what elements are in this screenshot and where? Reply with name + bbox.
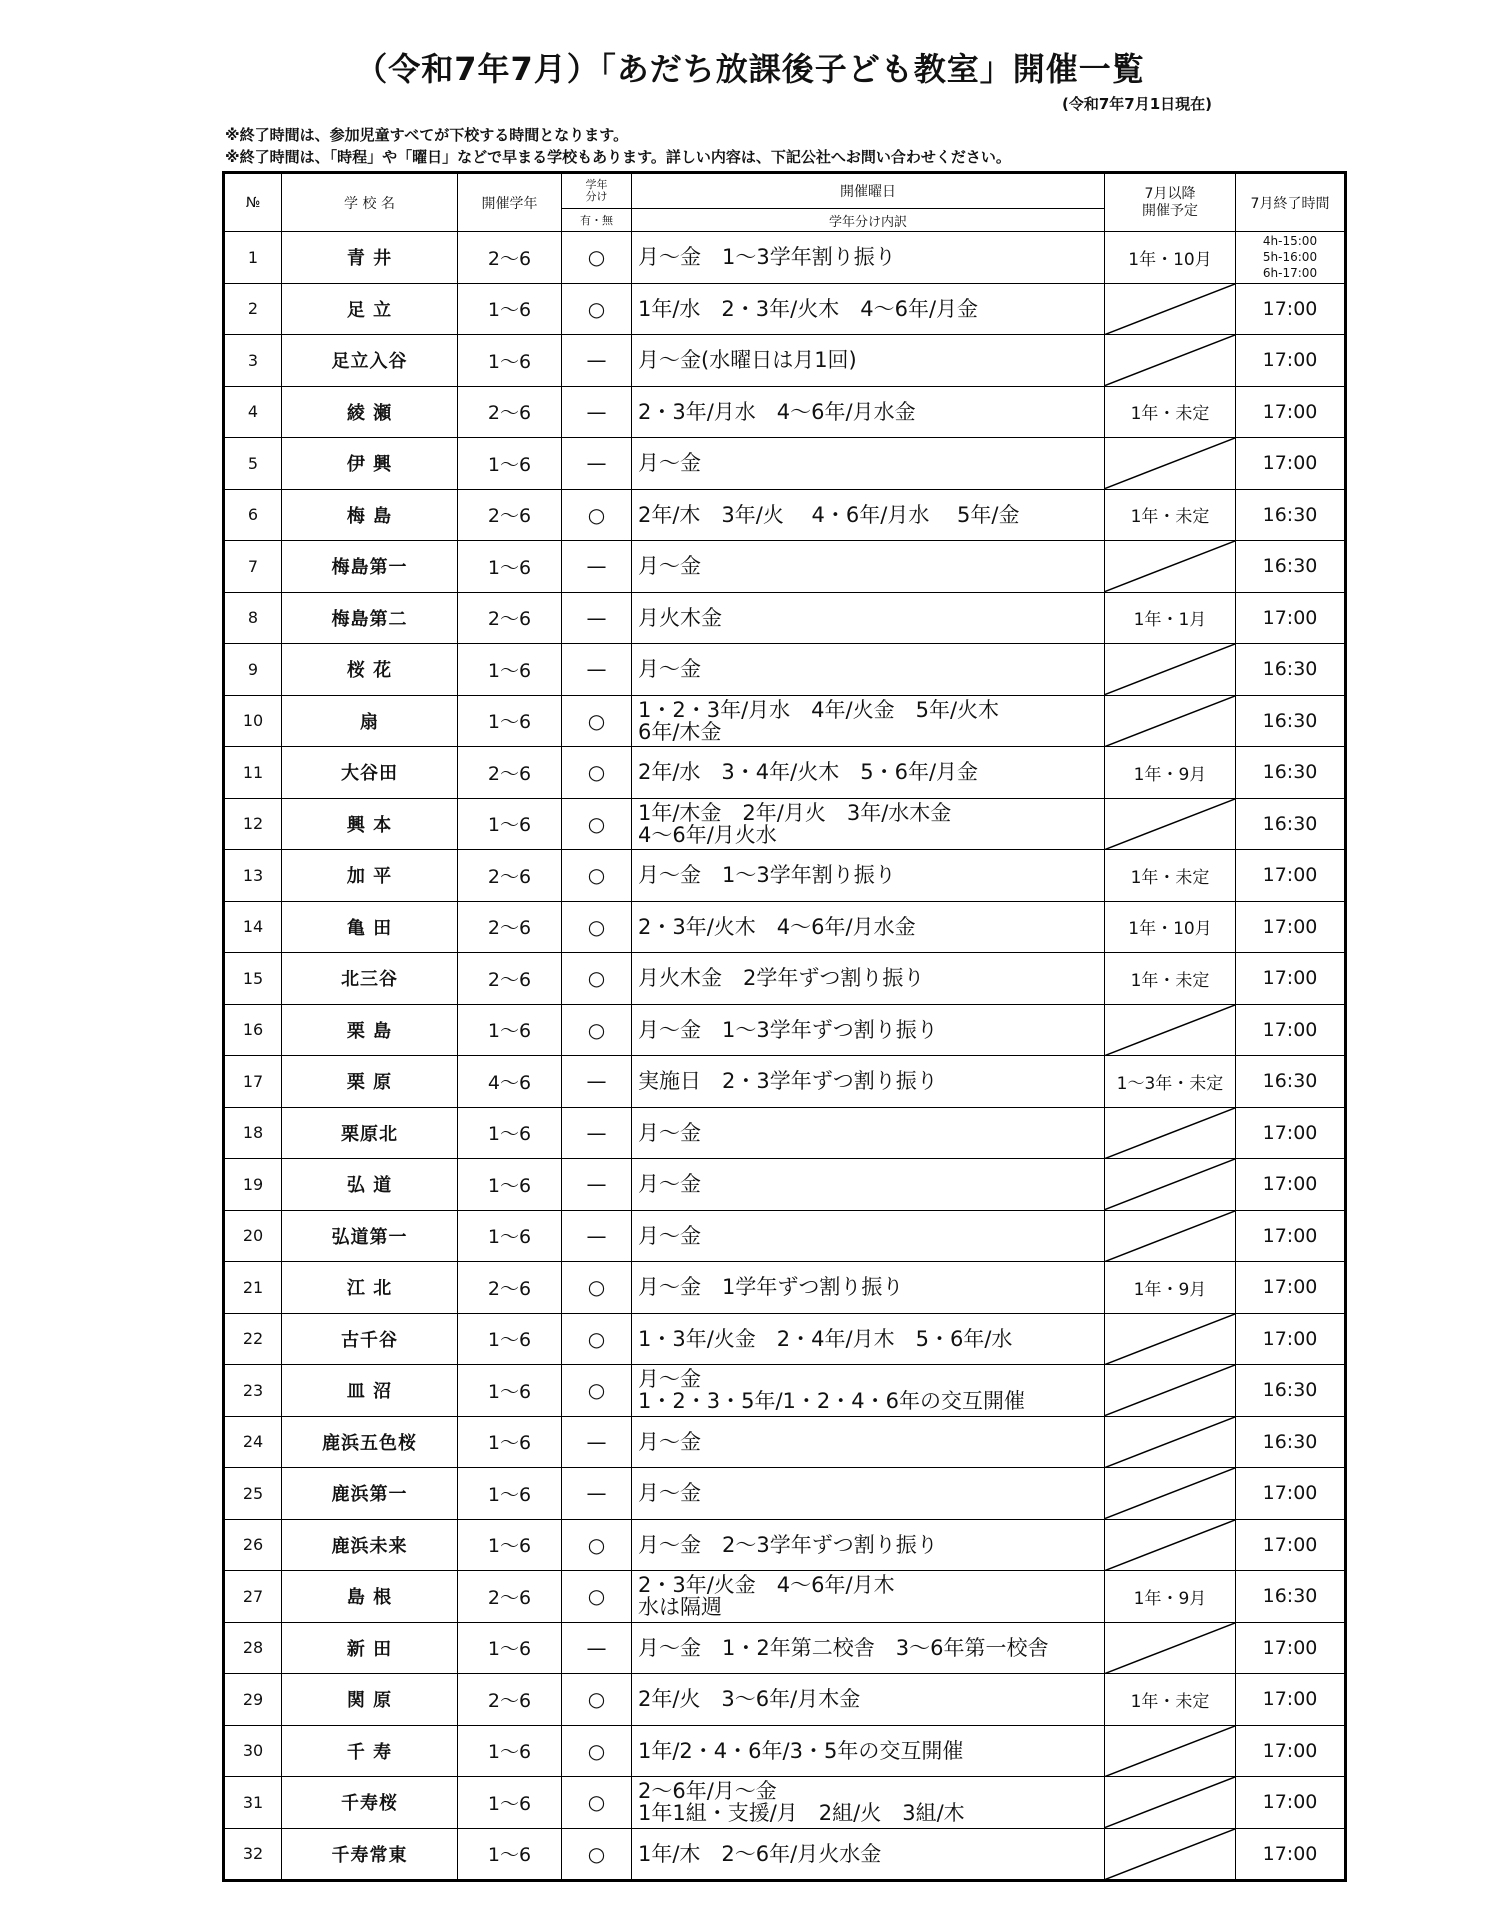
end-time: 17:00: [1236, 1622, 1346, 1674]
row-number: 15: [224, 953, 282, 1005]
row-number: 3: [224, 335, 282, 387]
slash-mark: [1105, 1314, 1235, 1365]
plan-cell: [1105, 798, 1236, 850]
end-time: 17:00: [1236, 1674, 1346, 1726]
end-time: 4h-15:00 5h-16:00 6h-17:00: [1236, 232, 1346, 284]
grades-cell: 2～6: [458, 747, 562, 799]
end-time: 17:00: [1236, 850, 1346, 902]
days-detail: 1年/木金 2年/月火 3年/水木金 4～6年/月火水: [632, 798, 1105, 850]
division-mark: ○: [562, 747, 632, 799]
end-time: 17:00: [1236, 1262, 1346, 1314]
school-name: 大谷田: [282, 747, 458, 799]
plan-cell: [1105, 1519, 1236, 1571]
days-detail: 2・3年/火木 4～6年/月水金: [632, 901, 1105, 953]
plan-cell: 1年・未定: [1105, 1674, 1236, 1726]
row-number: 17: [224, 1056, 282, 1108]
row-number: 5: [224, 438, 282, 490]
school-name: 新 田: [282, 1622, 458, 1674]
slash-mark: [1105, 799, 1235, 850]
end-time: 17:00: [1236, 335, 1346, 387]
slash-mark: [1105, 1468, 1235, 1519]
grades-cell: 2～6: [458, 1571, 562, 1623]
end-time: 16:30: [1236, 1571, 1346, 1623]
division-mark: ○: [562, 1262, 632, 1314]
slash-mark: [1105, 1417, 1235, 1468]
school-name: 綾 瀬: [282, 386, 458, 438]
division-mark: ○: [562, 283, 632, 335]
days-detail: 実施日 2・3学年ずつ割り振り: [632, 1056, 1105, 1108]
table-row: [224, 1056, 1346, 1108]
slash-mark: [1105, 1005, 1235, 1056]
table-row: [224, 1313, 1346, 1365]
grades-cell: 1～6: [458, 798, 562, 850]
grades-cell: 2～6: [458, 1262, 562, 1314]
plan-cell: [1105, 1365, 1236, 1417]
grades-cell: 2～6: [458, 953, 562, 1005]
plan-cell: 1～3年・未定: [1105, 1056, 1236, 1108]
division-mark: ○: [562, 1828, 632, 1881]
grades-cell: 1～6: [458, 1622, 562, 1674]
grades-cell: 1～6: [458, 438, 562, 490]
end-time: 17:00: [1236, 438, 1346, 490]
row-number: 6: [224, 489, 282, 541]
division-mark: ○: [562, 489, 632, 541]
slash-mark: [1105, 1211, 1235, 1262]
school-name: 伊 興: [282, 438, 458, 490]
school-name: 亀 田: [282, 901, 458, 953]
slash-mark: [1105, 1777, 1235, 1828]
division-mark: —: [562, 335, 632, 387]
grades-cell: 2～6: [458, 901, 562, 953]
school-name: 梅島第二: [282, 592, 458, 644]
table-row: [224, 850, 1346, 902]
school-name: 古千谷: [282, 1313, 458, 1365]
table-row: [224, 232, 1346, 284]
days-detail: 2年/木 3年/火 4・6年/月水 5年/金: [632, 489, 1105, 541]
days-detail: 1年/木 2～6年/月火水金: [632, 1828, 1105, 1881]
row-number: 31: [224, 1777, 282, 1829]
days-detail: 月～金: [632, 1468, 1105, 1520]
row-number: 9: [224, 644, 282, 696]
end-time: 17:00: [1236, 901, 1346, 953]
end-time: 17:00: [1236, 592, 1346, 644]
end-time: 16:30: [1236, 1365, 1346, 1417]
school-name: 足立入谷: [282, 335, 458, 387]
row-number: 4: [224, 386, 282, 438]
division-mark: —: [562, 1159, 632, 1211]
plan-cell: 1年・未定: [1105, 850, 1236, 902]
grades-cell: 1～6: [458, 1159, 562, 1211]
division-mark: —: [562, 386, 632, 438]
grades-cell: 1～6: [458, 1519, 562, 1571]
end-time: 17:00: [1236, 386, 1346, 438]
division-mark: —: [562, 1416, 632, 1468]
plan-cell: [1105, 1004, 1236, 1056]
division-mark: ○: [562, 1365, 632, 1417]
table-row: [224, 1262, 1346, 1314]
end-time: 17:00: [1236, 1004, 1346, 1056]
table-row: [224, 1571, 1346, 1623]
slash-mark: [1105, 644, 1235, 695]
end-time: 16:30: [1236, 1416, 1346, 1468]
table-row: [224, 953, 1346, 1005]
division-mark: ○: [562, 1571, 632, 1623]
table-row: [224, 1777, 1346, 1829]
slash-mark: [1105, 1520, 1235, 1571]
note-1: ※終了時間は、参加児童すべてが下校する時間となります。: [225, 126, 629, 144]
grades-cell: 1～6: [458, 335, 562, 387]
days-detail: 月～金: [632, 1416, 1105, 1468]
school-name: 千 寿: [282, 1725, 458, 1777]
table-row: [224, 283, 1346, 335]
header-division: 学年 分け: [562, 173, 632, 209]
school-name: 鹿浜第一: [282, 1468, 458, 1520]
school-name: 弘 道: [282, 1159, 458, 1211]
end-time: 17:00: [1236, 1313, 1346, 1365]
grades-cell: 2～6: [458, 592, 562, 644]
days-detail: 月～金 1～3学年ずつ割り振り: [632, 1004, 1105, 1056]
row-number: 10: [224, 695, 282, 747]
division-mark: ○: [562, 1313, 632, 1365]
table-row: [224, 747, 1346, 799]
days-detail: 2～6年/月～金 1年1組・支援/月 2組/火 3組/木: [632, 1777, 1105, 1829]
table-row: [224, 798, 1346, 850]
division-mark: —: [562, 592, 632, 644]
end-time: 16:30: [1236, 695, 1346, 747]
header-grades: 開催学年: [458, 173, 562, 232]
days-detail: 月～金 1・2・3・5年/1・2・4・6年の交互開催: [632, 1365, 1105, 1417]
end-time: 16:30: [1236, 747, 1346, 799]
plan-cell: [1105, 1210, 1236, 1262]
days-detail: 月～金: [632, 438, 1105, 490]
school-name: 桜 花: [282, 644, 458, 696]
plan-cell: 1年・未定: [1105, 953, 1236, 1005]
days-detail: 月火木金 2学年ずつ割り振り: [632, 953, 1105, 1005]
days-detail: 月～金 1～3学年割り振り: [632, 850, 1105, 902]
note-2: ※終了時間は、「時程」や「曜日」などで早まる学校もあります。詳しい内容は、下記公社へお問い合わせください。: [225, 148, 1011, 166]
school-name: 皿 沼: [282, 1365, 458, 1417]
school-name: 栗 原: [282, 1056, 458, 1108]
plan-cell: 1年・9月: [1105, 1262, 1236, 1314]
days-detail: 月～金: [632, 1159, 1105, 1211]
school-name: 島 根: [282, 1571, 458, 1623]
table-row: [224, 1828, 1346, 1881]
division-mark: ○: [562, 1725, 632, 1777]
school-name: 弘道第一: [282, 1210, 458, 1262]
header-division-sub: 有・無: [562, 209, 632, 232]
plan-cell: 1年・未定: [1105, 489, 1236, 541]
table-row: [224, 1416, 1346, 1468]
days-detail: 1年/水 2・3年/火木 4～6年/月金: [632, 283, 1105, 335]
header-days-sub: 学年分け内訳: [632, 209, 1105, 232]
row-number: 20: [224, 1210, 282, 1262]
end-time: 17:00: [1236, 1777, 1346, 1829]
row-number: 24: [224, 1416, 282, 1468]
plan-cell: [1105, 541, 1236, 593]
division-mark: —: [562, 1468, 632, 1520]
table-row: [224, 1004, 1346, 1056]
row-number: 27: [224, 1571, 282, 1623]
school-name: 鹿浜未来: [282, 1519, 458, 1571]
grades-cell: 1～6: [458, 695, 562, 747]
end-time: 16:30: [1236, 1056, 1346, 1108]
table-row: [224, 644, 1346, 696]
days-detail: 月～金(水曜日は月1回): [632, 335, 1105, 387]
division-mark: ○: [562, 1674, 632, 1726]
end-time: 17:00: [1236, 953, 1346, 1005]
division-mark: ○: [562, 232, 632, 284]
school-name: 加 平: [282, 850, 458, 902]
plan-cell: [1105, 1468, 1236, 1520]
school-name: 足 立: [282, 283, 458, 335]
row-number: 11: [224, 747, 282, 799]
table-row: [224, 1468, 1346, 1520]
row-number: 30: [224, 1725, 282, 1777]
plan-cell: [1105, 335, 1236, 387]
slash-mark: [1105, 1623, 1235, 1674]
division-mark: —: [562, 1210, 632, 1262]
table-row: [224, 1159, 1346, 1211]
slash-mark: [1105, 335, 1235, 386]
plan-cell: [1105, 1416, 1236, 1468]
end-time: 16:30: [1236, 644, 1346, 696]
school-name: 栗 島: [282, 1004, 458, 1056]
end-time: 16:30: [1236, 798, 1346, 850]
slash-mark: [1105, 1365, 1235, 1416]
grades-cell: 2～6: [458, 489, 562, 541]
plan-cell: 1年・未定: [1105, 386, 1236, 438]
grades-cell: 1～6: [458, 1365, 562, 1417]
slash-mark: [1105, 284, 1235, 335]
division-mark: —: [562, 1056, 632, 1108]
table-row: [224, 1674, 1346, 1726]
grades-cell: 1～6: [458, 1416, 562, 1468]
division-mark: ○: [562, 798, 632, 850]
end-time: 17:00: [1236, 1107, 1346, 1159]
grades-cell: 2～6: [458, 232, 562, 284]
school-name: 千寿桜: [282, 1777, 458, 1829]
division-mark: —: [562, 1622, 632, 1674]
header-end-time: 7月終了時間: [1236, 173, 1346, 232]
grades-cell: 1～6: [458, 1313, 562, 1365]
days-detail: 1・3年/火金 2・4年/月木 5・6年/水: [632, 1313, 1105, 1365]
school-name: 北三谷: [282, 953, 458, 1005]
school-name: 梅 島: [282, 489, 458, 541]
division-mark: —: [562, 438, 632, 490]
header-school: 学 校 名: [282, 173, 458, 232]
table-row: [224, 1365, 1346, 1417]
row-number: 14: [224, 901, 282, 953]
table-row: [224, 489, 1346, 541]
header-plan: 7月以降 開催予定: [1105, 173, 1236, 232]
slash-mark: [1105, 1829, 1235, 1880]
row-number: 21: [224, 1262, 282, 1314]
division-mark: ○: [562, 901, 632, 953]
grades-cell: 1～6: [458, 1725, 562, 1777]
row-number: 7: [224, 541, 282, 593]
school-name: 千寿常東: [282, 1828, 458, 1881]
end-time: 17:00: [1236, 283, 1346, 335]
division-mark: ○: [562, 953, 632, 1005]
plan-cell: 1年・1月: [1105, 592, 1236, 644]
plan-cell: [1105, 1107, 1236, 1159]
days-detail: 月火木金: [632, 592, 1105, 644]
school-name: 扇: [282, 695, 458, 747]
days-detail: 月～金 1～3学年割り振り: [632, 232, 1105, 284]
plan-cell: [1105, 1159, 1236, 1211]
table-row: [224, 335, 1346, 387]
plan-cell: [1105, 1828, 1236, 1881]
plan-cell: 1年・9月: [1105, 747, 1236, 799]
slash-mark: [1105, 541, 1235, 592]
division-mark: ○: [562, 1519, 632, 1571]
row-number: 23: [224, 1365, 282, 1417]
plan-cell: [1105, 1313, 1236, 1365]
grades-cell: 2～6: [458, 1674, 562, 1726]
grades-cell: 1～6: [458, 1210, 562, 1262]
end-time: 17:00: [1236, 1725, 1346, 1777]
as-of-date: (令和7年7月1日現在): [1062, 95, 1213, 113]
days-detail: 2年/火 3～6年/月木金: [632, 1674, 1105, 1726]
division-mark: ○: [562, 1004, 632, 1056]
division-mark: —: [562, 1107, 632, 1159]
school-name: 興 本: [282, 798, 458, 850]
plan-cell: [1105, 438, 1236, 490]
header-days: 開催曜日: [632, 173, 1105, 209]
grades-cell: 1～6: [458, 283, 562, 335]
plan-cell: [1105, 1622, 1236, 1674]
table-row: [224, 901, 1346, 953]
row-number: 12: [224, 798, 282, 850]
row-number: 26: [224, 1519, 282, 1571]
days-detail: 月～金: [632, 541, 1105, 593]
plan-cell: [1105, 283, 1236, 335]
slash-mark: [1105, 438, 1235, 489]
days-detail: 2年/水 3・4年/火木 5・6年/月金: [632, 747, 1105, 799]
days-detail: 月～金: [632, 1210, 1105, 1262]
grades-cell: 1～6: [458, 1468, 562, 1520]
days-detail: 2・3年/月水 4～6年/月水金: [632, 386, 1105, 438]
slash-mark: [1105, 1108, 1235, 1159]
division-mark: ○: [562, 1777, 632, 1829]
plan-cell: [1105, 1725, 1236, 1777]
page-title: （令和7年7月）「あだち放課後子ども教室」開催一覧: [355, 50, 1145, 88]
school-name: 青 井: [282, 232, 458, 284]
row-number: 25: [224, 1468, 282, 1520]
days-detail: 月～金 2～3学年ずつ割り振り: [632, 1519, 1105, 1571]
row-number: 32: [224, 1828, 282, 1881]
row-number: 18: [224, 1107, 282, 1159]
grades-cell: 4～6: [458, 1056, 562, 1108]
school-name: 関 原: [282, 1674, 458, 1726]
days-detail: 月～金 1学年ずつ割り振り: [632, 1262, 1105, 1314]
school-name: 栗原北: [282, 1107, 458, 1159]
school-name: 江 北: [282, 1262, 458, 1314]
row-number: 16: [224, 1004, 282, 1056]
plan-cell: 1年・9月: [1105, 1571, 1236, 1623]
row-number: 28: [224, 1622, 282, 1674]
plan-cell: [1105, 644, 1236, 696]
table-row: [224, 386, 1346, 438]
row-number: 1: [224, 232, 282, 284]
grades-cell: 1～6: [458, 1004, 562, 1056]
end-time: 16:30: [1236, 541, 1346, 593]
grades-cell: 1～6: [458, 541, 562, 593]
slash-mark: [1105, 1726, 1235, 1777]
days-detail: 2・3年/火金 4～6年/月木 水は隔週: [632, 1571, 1105, 1623]
days-detail: 月～金: [632, 644, 1105, 696]
slash-mark: [1105, 1159, 1235, 1210]
division-mark: —: [562, 541, 632, 593]
table-row: [224, 1107, 1346, 1159]
school-name: 鹿浜五色桜: [282, 1416, 458, 1468]
schedule-table: [222, 171, 1347, 1882]
row-number: 8: [224, 592, 282, 644]
end-time: 17:00: [1236, 1468, 1346, 1520]
grades-cell: 1～6: [458, 644, 562, 696]
school-name: 梅島第一: [282, 541, 458, 593]
division-mark: ○: [562, 695, 632, 747]
days-detail: 1年/2・4・6年/3・5年の交互開催: [632, 1725, 1105, 1777]
table-row: [224, 541, 1346, 593]
row-number: 19: [224, 1159, 282, 1211]
table-row: [224, 438, 1346, 490]
grades-cell: 2～6: [458, 386, 562, 438]
grades-cell: 2～6: [458, 850, 562, 902]
grades-cell: 1～6: [458, 1828, 562, 1881]
header-no: №: [224, 173, 282, 232]
days-detail: 月～金 1・2年第二校舎 3～6年第一校舎: [632, 1622, 1105, 1674]
slash-mark: [1105, 696, 1235, 747]
division-mark: ○: [562, 850, 632, 902]
end-time: 17:00: [1236, 1159, 1346, 1211]
end-time: 16:30: [1236, 489, 1346, 541]
table-row: [224, 1622, 1346, 1674]
days-detail: 月～金: [632, 1107, 1105, 1159]
row-number: 2: [224, 283, 282, 335]
table-row: [224, 1519, 1346, 1571]
table-row: [224, 1210, 1346, 1262]
grades-cell: 1～6: [458, 1777, 562, 1829]
table-row: [224, 592, 1346, 644]
row-number: 13: [224, 850, 282, 902]
plan-cell: 1年・10月: [1105, 232, 1236, 284]
table-row: [224, 695, 1346, 747]
end-time: 17:00: [1236, 1828, 1346, 1881]
end-time: 17:00: [1236, 1519, 1346, 1571]
end-time: 17:00: [1236, 1210, 1346, 1262]
row-number: 22: [224, 1313, 282, 1365]
table-row: [224, 1725, 1346, 1777]
plan-cell: 1年・10月: [1105, 901, 1236, 953]
division-mark: —: [562, 644, 632, 696]
days-detail: 1・2・3年/月水 4年/火金 5年/火木 6年/木金: [632, 695, 1105, 747]
plan-cell: [1105, 1777, 1236, 1829]
row-number: 29: [224, 1674, 282, 1726]
grades-cell: 1～6: [458, 1107, 562, 1159]
plan-cell: [1105, 695, 1236, 747]
